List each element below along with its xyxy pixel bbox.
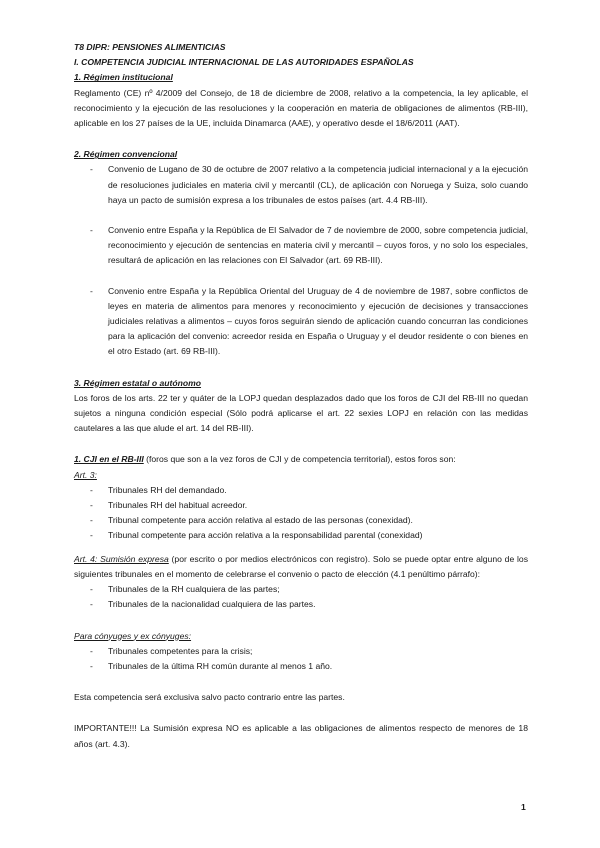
section-heading-i: I. COMPETENCIA JUDICIAL INTERNACIONAL DE LAS AUTORIDADES ESPAÑOLAS [74,57,414,68]
list-item: - Tribunales de la RH cualquiera de las partes; [74,582,528,597]
list-item: - Convenio entre España y la República Oriental del Uruguay de 4 de noviembre de 1987, sobre conflictos de leyes en materia de alimentos para menores y reconocimiento y ejecución de decisiones y transacciones judiciales relativas a alimentos – cuyos foros seguirán siendo de aplicación cuando concurran las condiciones para la aplicación del convenio: acreedor resida en España o Uruguay y el deudor residente o con bienes en el otro Estado (art. 69 RB-III). [74,284,528,360]
page-number: 1 [521,802,526,812]
art3-list [74,483,528,544]
section-2-heading: 2. Régimen convencional [74,149,178,160]
art4-rest: (por escrito o por medios electrónicos con registro). Solo se puede optar entre alguno de los siguientes tribunales en el momento de celebrarse el convenio o pacto de elección (4.1 penúltimo párrafo): [74,553,528,579]
list-item: - Tribunales RH del demandado. [74,483,528,498]
list-item: - Tribunal competente para acción relativa a la responsabilidad parental (conexidad) [74,528,528,543]
conyuges-list [74,644,528,674]
cji-heading: 1. CJI en el RB-III [74,454,144,465]
cji-heading-rest: (foros que son a la vez foros de CJI y de competencia territorial), estos foros son: [143,454,456,465]
cji-heading-paragraph [74,452,528,467]
spacer [74,674,528,690]
art3-label: Art. 3: [74,469,97,480]
importante-note: IMPORTANTE!!! La Sumisión expresa NO es aplicable a las obligaciones de alimentos respecto de menores de 18 años (art. 4.3). [74,723,528,749]
conyuges-label: Para cónyuges y ex cónyuges: [74,630,192,641]
list-item: - Convenio de Lugano de 30 de octubre de 2007 relativo a la competencia judicial internacional y a la ejecución de resoluciones judiciales en materia civil y mercantil (CL), de aplicación con Noruega y Suiza, solo cuando haya un pacto de sumisión expresa a los tribunales de estos países (art. 4.4 RB-III). [74,162,528,208]
section-1-body: Reglamento (CE) nº 4/2009 del Consejo, de 18 de diciembre de 2008, relativo a la competencia, la ley aplicable, el reconocimiento y la ejecución de las resoluciones y la cooperación en materia de obligaciones de alimentos (RB-III), aplicable en los 27 países de la UE, incluida Dinamarca (AAE), y operativo desde el 18/6/2011 (AAT). [74,87,528,129]
art4-label: Art. 4: Sumisión expresa [74,553,169,564]
section-3-heading: 3. Régimen estatal o autónomo [74,377,202,388]
document-title: T8 DIPR: PENSIONES ALIMENTICIAS [74,42,226,52]
spacer [74,613,528,629]
art4-list [74,582,528,612]
spacer [74,544,528,552]
list-item: - Tribunal competente para acción relativa al estado de las personas (conexidad). [74,513,528,528]
art4-paragraph [74,552,528,582]
section-1-heading: 1. Régimen institucional [74,72,173,83]
section-3-body: Los foros de los arts. 22 ter y quáter de la LOPJ quedan desplazados dado que los foros de CJI del RB-III no quedan sujetos a ninguna condición especial (Sólo podrá aplicarse el art. 22 sexies LOPJ en relación con las medidas cautelares a las que alude el art. 14 del RB-III). [74,392,528,434]
list-item: - Tribunales competentes para la crisis; [74,644,528,659]
spacer [74,705,528,721]
list-item: - Tribunales de la nacionalidad cualquiera de las partes. [74,597,528,612]
list-item: - Tribunales de la última RH común durante al menos 1 año. [74,659,528,674]
list-item: - Tribunales RH del habitual acreedor. [74,498,528,513]
spacer [74,360,528,376]
page-content [74,40,528,752]
convenios-list [74,162,528,359]
exclusiva-note: Esta competencia será exclusiva salvo pacto contrario entre las partes. [74,692,345,703]
spacer [74,436,528,452]
list-item: - Convenio entre España y la República de El Salvador de 7 de noviembre de 2000, sobre competencia judicial, reconocimiento y ejecución de sentencias en materia civil y mercantil – cuyos foros, y no solo los especiales, resultará de aplicación en las relaciones con El Salvador (art. 69 RB-III). [74,223,528,269]
spacer [74,131,528,147]
